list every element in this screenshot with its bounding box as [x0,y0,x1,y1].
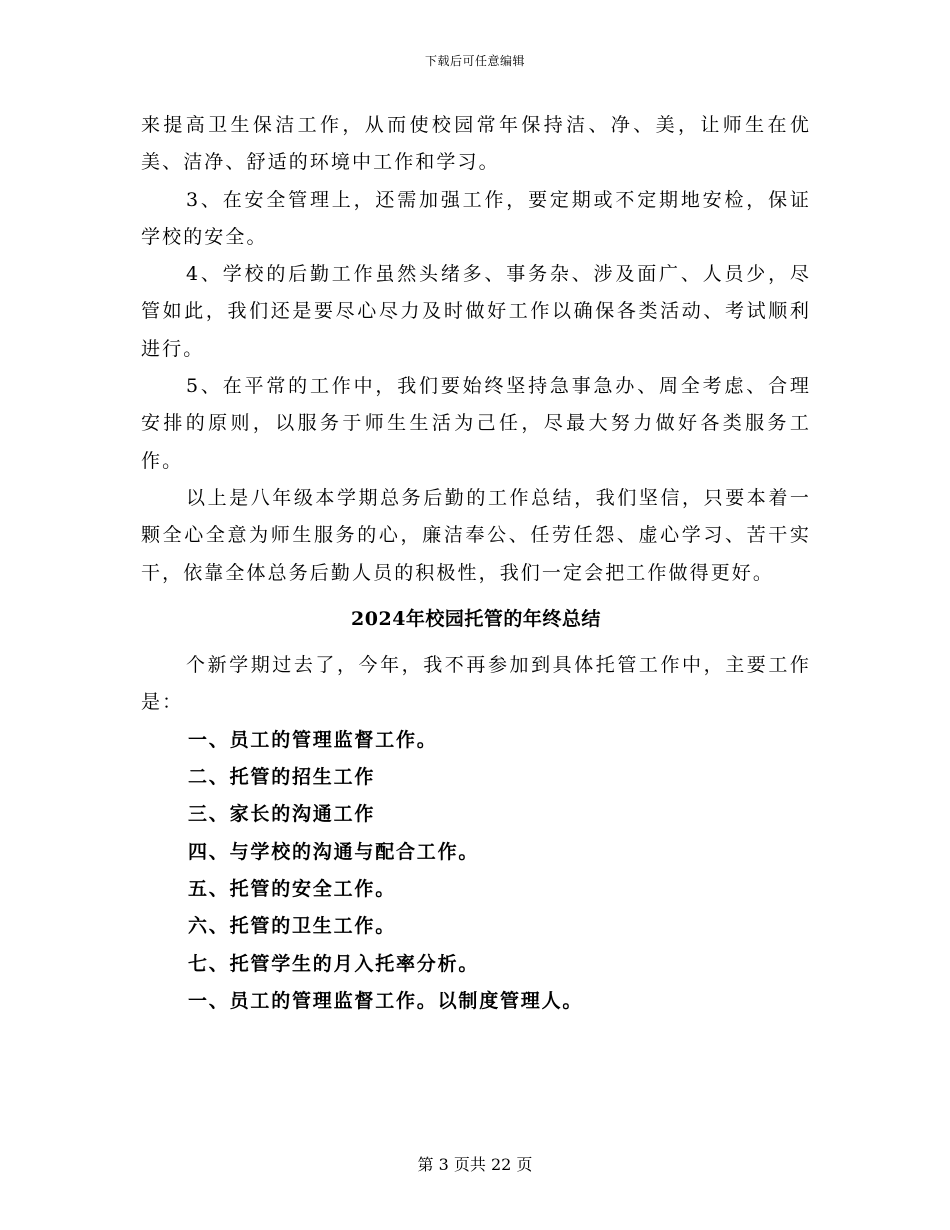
paragraph: 来提高卫生保洁工作，从而使校园常年保持洁、净、美，让师生在优美、洁净、舒适的环境中工作和学习。 [141,114,811,174]
list-item: 三、家长的沟通工作 [188,803,376,826]
list-item: 六、托管的卫生工作。 [188,915,397,938]
section-title: 2024年校园托管的年终总结 [351,607,601,630]
intro-paragraph: 个新学期过去了，今年，我不再参加到具体托管工作中，主要工作是： [141,654,811,714]
page-content [141,107,811,1020]
page-footer: 第 3 页共 22 页 [417,1155,533,1174]
paragraph: 以上是八年级本学期总务后勤的工作总结，我们坚信，只要本着一颗全心全意为师生服务的心，廉洁奉公、任劳任怨、虚心学习、苦干实干，依靠全体总务后勤人员的积极性，我们一定会把工作做得更好。 [141,486,811,584]
list-item: 一、员工的管理监督工作。 [188,728,438,751]
list-item: 五、托管的安全工作。 [188,877,397,900]
list-item: 二、托管的招生工作 [188,766,376,789]
list-item: 四、与学校的沟通与配合工作。 [188,840,480,863]
list-item: 七、托管学生的月入托率分析。 [188,952,480,975]
paragraph: 4、学校的后勤工作虽然头绪多、事务杂、涉及面广、人员少，尽管如此，我们还是要尽心尽力及时做好工作以确保各类活动、考试顺利进行。 [141,263,811,360]
paragraph: 3、在安全管理上，还需加强工作，要定期或不定期地安检，保证学校的安全。 [141,188,811,248]
paragraph: 5、在平常的工作中，我们要始终坚持急事急办、周全考虑、合理安排的原则，以服务于师生生活为己任，尽最大努力做好各类服务工作。 [141,375,811,472]
list-item: 一、员工的管理监督工作。以制度管理人。 [188,989,584,1012]
page-header: 下载后可任意编辑 [424,54,525,68]
